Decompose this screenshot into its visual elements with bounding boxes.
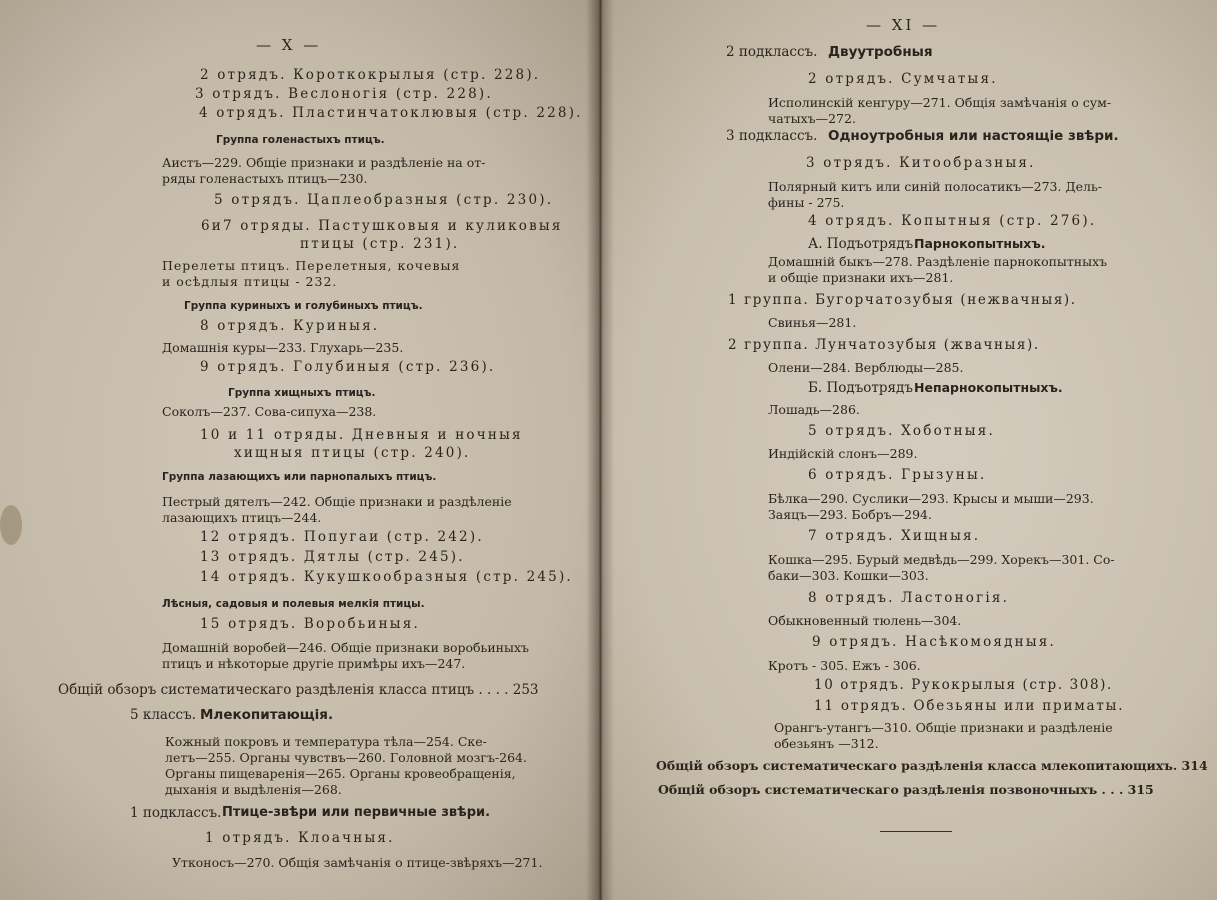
page-stain: [0, 505, 22, 545]
toc-text: Кошка—295. Бурый медвѣдь—299. Хорекъ—301. Со-: [768, 552, 1115, 567]
group-heading: Группа хищныхъ птицъ.: [228, 387, 376, 399]
toc-entry: 11 отрядъ. Обезьяны или приматы.: [814, 698, 1125, 714]
subclass-label: 3 подклассъ.: [726, 128, 818, 144]
toc-text: Бѣлка—290. Суслики—293. Крысы и мыши—293.: [768, 491, 1094, 506]
toc-text: птицъ и нѣкоторые другіе примѣры ихъ—247.: [162, 656, 466, 671]
page-number: — XI —: [866, 16, 941, 34]
toc-entry: 3 отрядъ. Китообразныя.: [806, 155, 1036, 171]
toc-entry: 6 отрядъ. Грызуны.: [808, 467, 987, 483]
toc-entry: 8 отрядъ. Ластоногія.: [808, 590, 1010, 606]
toc-text: баки—303. Кошки—303.: [768, 568, 929, 583]
toc-entry: 5 отрядъ. Хоботныя.: [808, 423, 995, 439]
toc-text: Полярный китъ или синій полосатикъ—273. Дель-: [768, 179, 1102, 194]
toc-text: Свинья—281.: [768, 315, 857, 330]
toc-text: Кожный покровъ и температура тѣла—254. Ске-: [165, 734, 487, 749]
toc-text: Домашній воробей—246. Общіе признаки воробьиныхъ: [162, 640, 529, 655]
toc-text: Утконосъ—270. Общія замѣчанія о птице-звѣряхъ—271.: [172, 855, 543, 870]
toc-text: обезьянъ —312.: [774, 736, 879, 751]
toc-entry: птицы (стр. 231).: [300, 236, 460, 252]
toc-text: чатыхъ—272.: [768, 111, 856, 126]
toc-text: ряды голенастыхъ птицъ—230.: [162, 171, 368, 186]
toc-text: и общіе признаки ихъ—281.: [768, 270, 954, 285]
toc-text: Соколъ—237. Сова-сипуха—238.: [162, 404, 377, 419]
toc-entry: 14 отрядъ. Кукушкообразныя (стр. 245).: [200, 569, 573, 585]
toc-entry: 10 и 11 отряды. Дневныя и ночныя: [200, 427, 523, 443]
subclass-title: Двуутробныя: [828, 44, 933, 60]
overview-line: Общій обзоръ систематическаго раздѣленія класса млекопитающихъ. 314: [656, 758, 1208, 773]
toc-text: дыханія и выдѣленія—268.: [165, 782, 342, 797]
end-rule: [880, 831, 952, 832]
suborder-label: Б. Подъотрядъ: [808, 380, 913, 396]
toc-text: Орангъ-утангъ—310. Общіе признаки и раздѣленіе: [774, 720, 1113, 735]
toc-entry: 12 отрядъ. Попугаи (стр. 242).: [200, 529, 484, 545]
left-page: [0, 0, 600, 900]
toc-entry: 2 группа. Лунчатозубыя (жвачныя).: [728, 337, 1040, 353]
class-label: 5 классъ.: [130, 707, 196, 723]
right-page: [600, 0, 1217, 900]
toc-entry: 9 отрядъ. Голубиныя (стр. 236).: [200, 359, 496, 375]
toc-text: Органы пищеваренія—265. Органы кровеобращенія,: [165, 766, 516, 781]
toc-text: Перелеты птицъ. Перелетныя, кочевыя: [162, 258, 461, 273]
toc-entry: 1 группа. Бугорчатозубыя (нежвачныя).: [728, 292, 1077, 308]
toc-text: летъ—255. Органы чувствъ—260. Головной мозгъ-264.: [165, 750, 527, 765]
toc-entry: 1 отрядъ. Клоачныя.: [205, 830, 395, 846]
toc-text: Индійскій слонъ—289.: [768, 446, 918, 461]
toc-text: и осѣдлыя птицы - 232.: [162, 274, 338, 289]
suborder-label: А. Подъотрядъ: [808, 236, 914, 252]
overview-line: Общій обзоръ систематическаго раздѣленія позвоночныхъ . . . 315: [658, 782, 1154, 797]
toc-text: Олени—284. Верблюды—285.: [768, 360, 964, 375]
group-heading: Группа куриныхъ и голубиныхъ птицъ.: [184, 300, 423, 312]
class-title: Млекопитающія.: [200, 707, 334, 723]
toc-text: фины - 275.: [768, 195, 845, 210]
book-gutter: [586, 0, 614, 900]
toc-text: Заяцъ—293. Бобръ—294.: [768, 507, 932, 522]
toc-entry: 13 отрядъ. Дятлы (стр. 245).: [200, 549, 465, 565]
subclass-title: Одноутробныя или настоящіе звѣри.: [828, 128, 1119, 144]
subclass-title: Птице-звѣри или первичные звѣри.: [222, 805, 491, 820]
toc-text: Кротъ - 305. Ежъ - 306.: [768, 658, 921, 673]
toc-text: Домашнія куры—233. Глухарь—235.: [162, 340, 404, 355]
toc-text: Домашній быкъ—278. Раздѣленіе парнокопытныхъ: [768, 254, 1108, 269]
toc-text: Исполинскій кенгуру—271. Общія замѣчанія о сум-: [768, 95, 1112, 110]
toc-entry: 7 отрядъ. Хищныя.: [808, 528, 981, 544]
group-heading: Группа лазающихъ или парнопалыхъ птицъ.: [162, 471, 437, 483]
toc-entry: 5 отрядъ. Цаплеобразныя (стр. 230).: [214, 192, 554, 208]
toc-entry: 4 отрядъ. Копытныя (стр. 276).: [808, 213, 1097, 229]
toc-text: Лошадь—286.: [768, 402, 860, 417]
toc-entry: 8 отрядъ. Куриныя.: [200, 318, 380, 334]
toc-text: Аистъ—229. Общіе признаки и раздѣленіе на от-: [162, 155, 486, 170]
overview-line: Общій обзоръ систематическаго раздѣленія класса птицъ . . . . 253: [58, 682, 539, 698]
subclass-label: 2 подклассъ.: [726, 44, 818, 60]
page-number: — X —: [256, 36, 322, 54]
toc-entry: 15 отрядъ. Воробьиныя.: [200, 616, 420, 632]
subclass-label: 1 подклассъ.: [130, 805, 222, 821]
toc-entry: 10 отрядъ. Рукокрылыя (стр. 308).: [814, 677, 1113, 693]
toc-text: лазающихъ птицъ—244.: [162, 510, 322, 525]
toc-entry: 2 отрядъ. Короткокрылыя (стр. 228).: [200, 67, 541, 83]
group-heading: Группа голенастыхъ птицъ.: [216, 134, 385, 146]
toc-text: Пестрый дятелъ—242. Общіе признаки и раздѣленіе: [162, 494, 512, 509]
toc-entry: 2 отрядъ. Сумчатыя.: [808, 71, 998, 87]
toc-text: Обыкновенный тюлень—304.: [768, 613, 962, 628]
toc-entry: 9 отрядъ. Насѣкомоядныя.: [812, 634, 1057, 650]
toc-entry: хищныя птицы (стр. 240).: [234, 445, 471, 461]
suborder-title: Непарнокопытныхъ.: [914, 380, 1063, 395]
suborder-title: Парнокопытныхъ.: [914, 236, 1046, 251]
toc-entry: 4 отрядъ. Пластинчатоклювыя (стр. 228).: [199, 105, 583, 121]
group-heading: Лѣсныя, садовыя и полевыя мелкія птицы.: [162, 598, 425, 610]
toc-entry: 6и7 отряды. Пастушковыя и куликовыя: [201, 218, 563, 234]
toc-entry: 3 отрядъ. Веслоногія (стр. 228).: [195, 86, 493, 102]
